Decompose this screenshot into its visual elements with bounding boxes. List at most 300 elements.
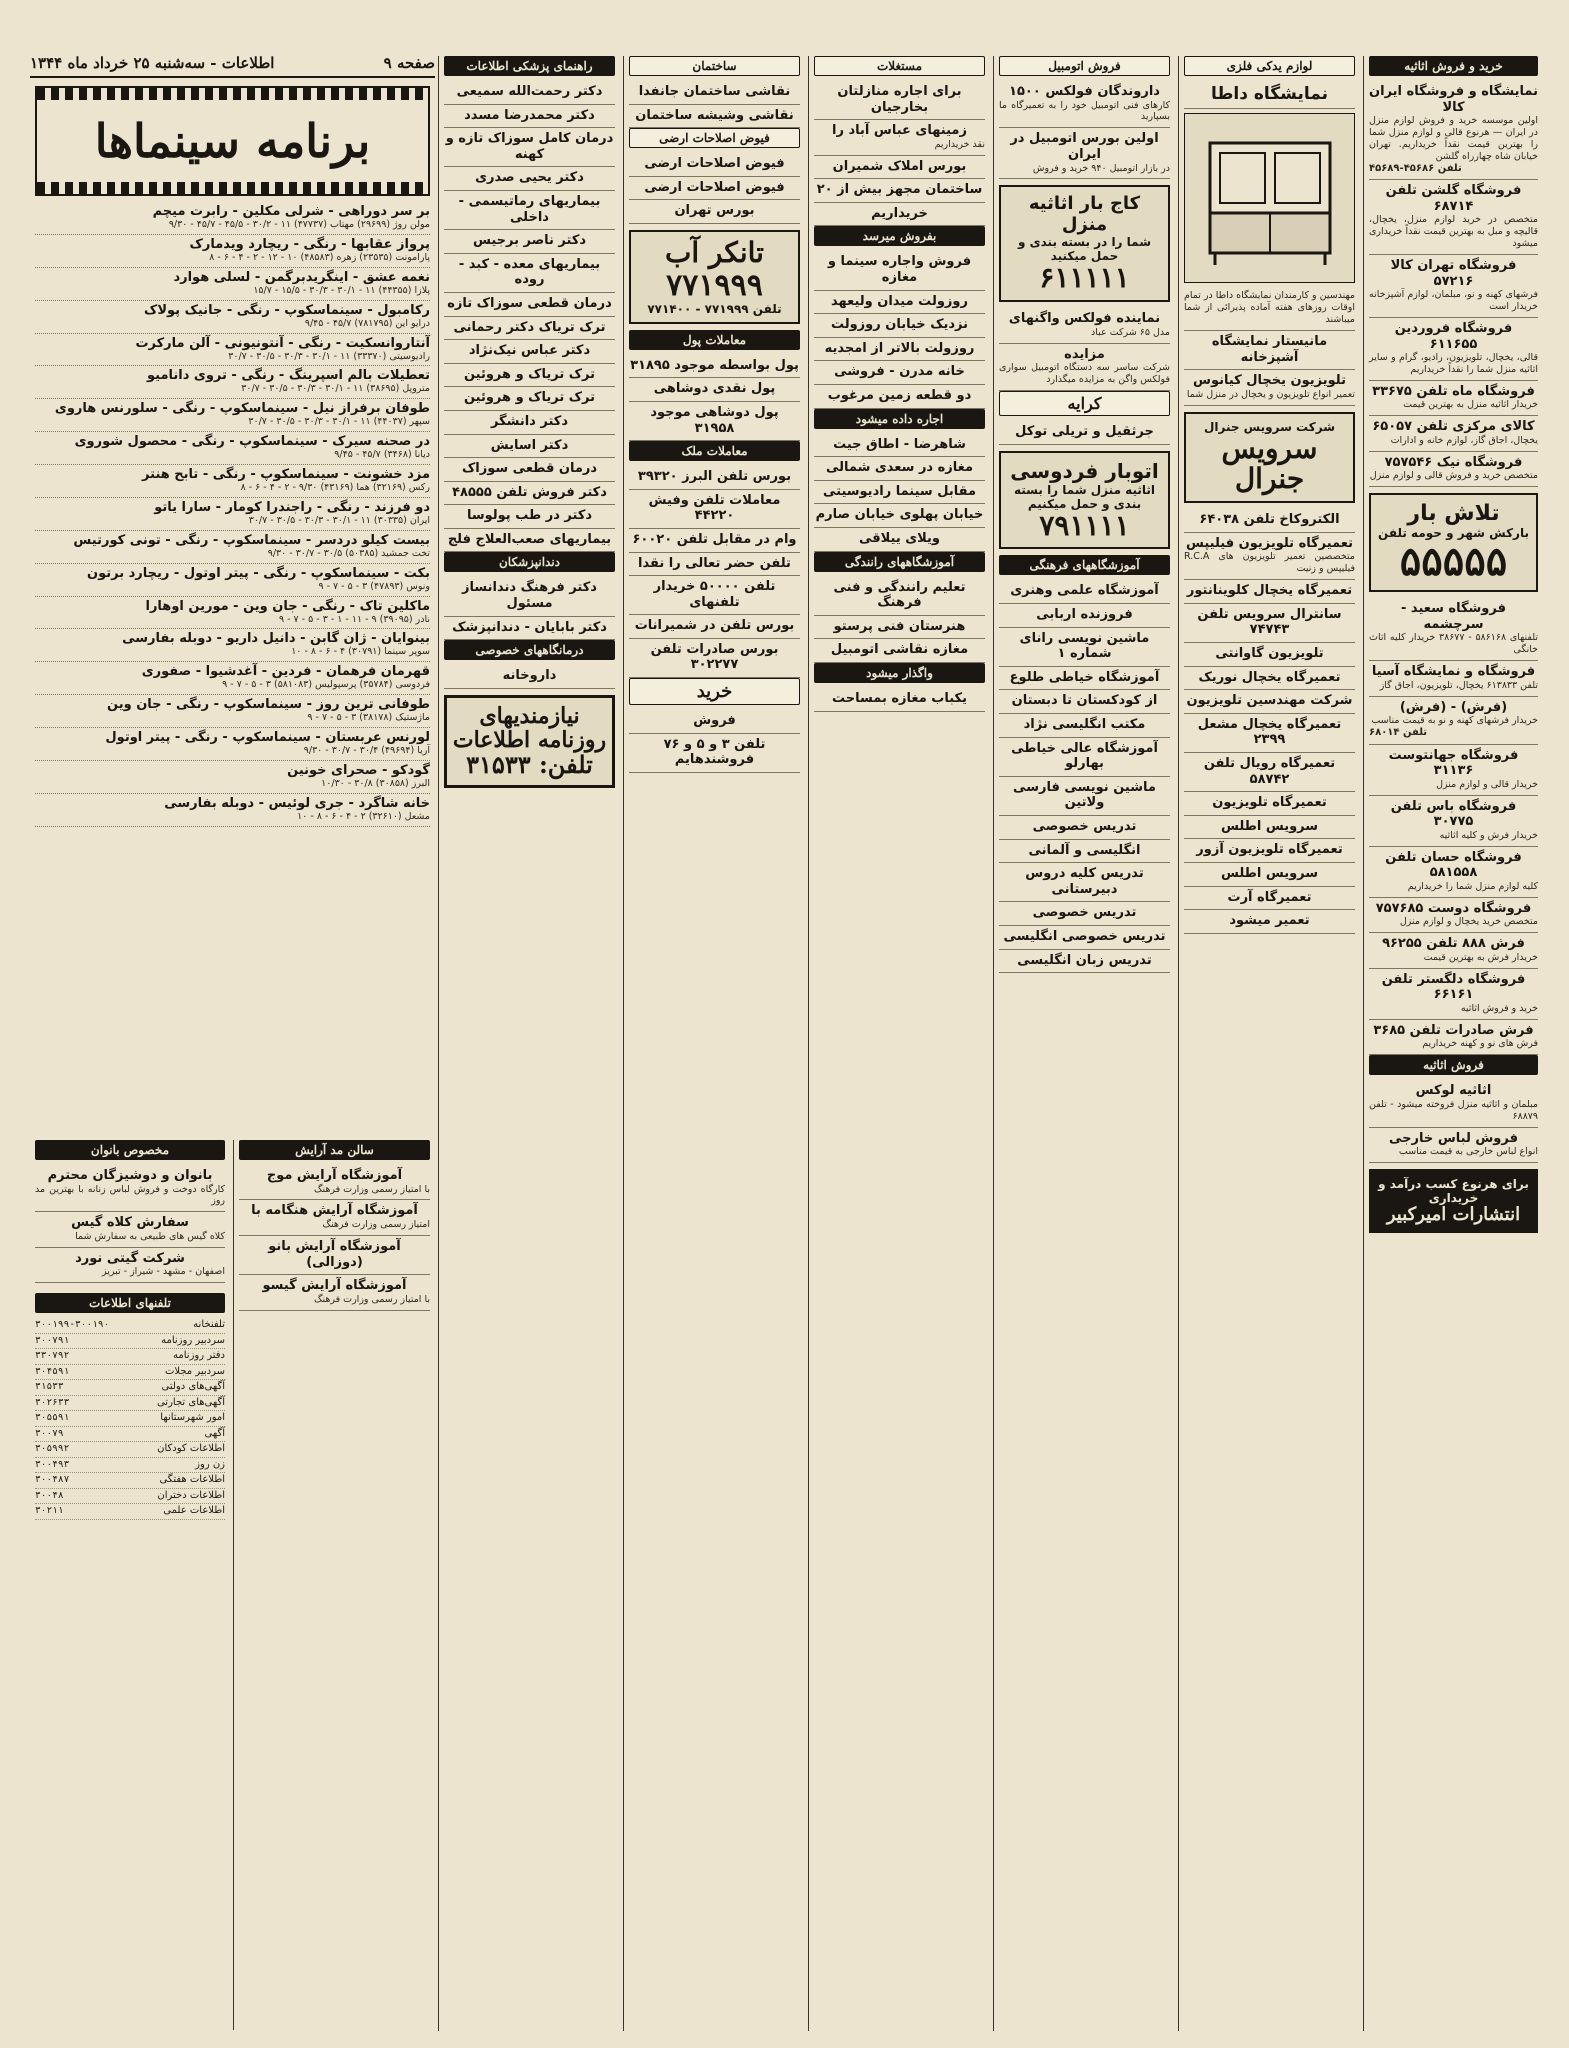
issue-date: اطلاعات - سه‌شنبه ۲۵ خرداد ماه ۱۳۴۴ <box>30 54 275 72</box>
ad-text: امتیاز رسمی وزارت فرهنگ <box>322 1219 430 1231</box>
ad-title: دکتر فروش تلفن ۴۸۵۵۵ <box>452 484 607 500</box>
ad-text: تلفنهای ۵۸۶۱۶۸ - ۳۸۶۷۷ خریدار کلیه اثاث خانگی <box>1369 632 1538 656</box>
classified-ad <box>1369 1020 1538 1055</box>
ad-title: تدریس خصوصی انگلیسی <box>1003 928 1166 944</box>
classified-ad <box>814 434 985 458</box>
ad-title: نمایشگاه و فروشگاه ایران کالا <box>1369 84 1538 115</box>
directory-number: ۳۰۰۷۹ <box>35 1427 64 1439</box>
ad-title: درمان کامل سوزاک تازه و کهنه <box>445 131 614 162</box>
film-showtimes: رکس (۳۲۱۶۹) هما (۴۳۱۶۹) ۹/۳۰ - ۲ - ۴ - ۶ - ۸ <box>240 482 430 493</box>
ad-title: فروشگاه دلگستر تلفن ۶۶۱۶۱ <box>1381 971 1526 1003</box>
ad-title: فروش واجاره سینما و مغازه <box>827 254 972 286</box>
classified-ad <box>814 577 985 616</box>
ad-text: اولین موسسه خرید و فروش لوازم منزل در ایران — هرنوع قالی و لوازم منزل شما را بهترین قیمت نقداً خریداریم. تهران خیابان شاه چهارراه گلشن <box>1369 115 1538 162</box>
film-listing <box>35 531 430 564</box>
ad-text: کلاه گیس های طبیعی به سفارش شما <box>75 1230 225 1242</box>
ad-title: فرش صادرات تلفن ۳۶۸۵ <box>1373 1022 1534 1038</box>
section-banner: مستغلات <box>814 56 985 76</box>
classified-ad <box>1184 604 1355 643</box>
ad-title: دکتر فرهنگ دندانساز مسئول <box>462 580 597 612</box>
classified-ad <box>629 378 800 402</box>
film-showtimes: مشعل (۳۲۶۱۰) ۲ - ۴ - ۶ - ۸ - ۱۰ <box>297 810 430 822</box>
classified-ad <box>1369 898 1538 933</box>
classified-ad <box>999 840 1170 864</box>
directory-row <box>35 1365 225 1381</box>
film-listing <box>35 695 430 728</box>
directory-number: ۳۰۵۵۹۱ <box>35 1412 70 1424</box>
ad-title: تدریس خصوصی <box>1032 818 1137 834</box>
ad-title: درمان قطعی سوزاک تازه <box>447 295 612 311</box>
film-title: خانه شاگرد - جری لوئیس - دوبله بفارسی <box>164 795 430 811</box>
ad-title: سفارش کلاه گیس <box>71 1215 189 1231</box>
ad-title: نقاشی ساختمان جانفدا <box>638 84 791 99</box>
ad-text: قالی، یخچال، تلویزیون، رادیو، گرام و سایر اثاثیه منزل شما را نقداً خریداریم <box>1369 352 1538 375</box>
ad-title: فرش ۸۸۸ تلفن ۹۶۲۵۵ <box>1382 936 1525 952</box>
ad-title: تلفن ۵۰۰۰۰ خریدار تلفنهای <box>653 579 776 610</box>
ad-title: ترک تریاک دکتر رحمانی <box>453 319 606 335</box>
ad-title: فروشگاه جهانتوست ۳۱۱۳۶ <box>1388 747 1519 779</box>
film-title: قهرمان فرهمان - فردین - آغدشیوا - صفوری <box>141 664 430 680</box>
ad-title: از کودکستان تا دبستان <box>1011 693 1158 709</box>
section-banner: آموزشگاههای فرهنگی <box>999 555 1170 575</box>
ad-title: تدریس خصوصی <box>1032 905 1137 921</box>
classified-ad <box>629 402 800 441</box>
classified-ad <box>444 505 615 529</box>
directory-number: ۳۰۰۴۹۳ <box>35 1458 70 1470</box>
classified-ad <box>999 580 1170 604</box>
section-banner: فروش اثاثیه <box>1369 1055 1538 1075</box>
ad-title: بورس تلفن البرز ۳۹۳۲۰ <box>637 469 792 485</box>
ad-title: فروشگاه ماه تلفن ۳۳۶۷۵ <box>1372 383 1535 399</box>
box-ad-talash: تلاش بار بارکش شهر و حومه تلفن ۵۵۵۵۵ <box>1369 493 1538 592</box>
film-title: طوفانی ترین روز - سینماسکوپ - رنگی - جان وین <box>107 697 430 713</box>
ad-text: نقد خریداریم <box>934 138 985 150</box>
classified-ad <box>814 616 985 640</box>
ad-text: کارگاه دوخت و فروش لباس زنانه با بهترین مد روز <box>35 1183 225 1207</box>
ad-title: تعلیم رانندگی و فنی فرهنگ <box>833 579 966 611</box>
section-banner: لوازم یدکی فلزی <box>1184 56 1355 76</box>
classified-ad <box>999 421 1170 445</box>
film-title: ماکلین تاک - رنگی - جان وین - مورین اوهارا <box>145 598 430 614</box>
directory-row <box>35 1458 225 1474</box>
section-banner: بفروش میرسد <box>814 226 985 246</box>
ad-title: سرویس اطلس <box>1220 865 1319 881</box>
ad-title: وام در مقابل تلفن ۶۰۰۲۰ <box>632 531 797 547</box>
classified-ad <box>1184 714 1355 753</box>
directory-number: ۳۰۰۱۹۹-۳۰۰۱۹۰ <box>35 1319 110 1331</box>
ad-title: داروخانه <box>502 668 557 684</box>
ad-title: مزایده <box>1064 346 1105 362</box>
classified-ad <box>1184 533 1355 580</box>
classified-ad <box>1369 318 1538 381</box>
ad-title: زمینهای عباس آباد را <box>832 123 967 139</box>
film-listing <box>35 564 430 597</box>
box-ad-kaj-bar: کاج بار اثاثیه منزل شما را در بسته بندی و حمل میکنید ۶۱۱۱۱۱ <box>999 185 1170 302</box>
ad-title: آموزشگاه عالی خیاطی بهارلو <box>1011 740 1158 772</box>
film-listing <box>35 662 430 695</box>
directory-row <box>35 1442 225 1458</box>
classified-ad <box>629 153 800 177</box>
classified-ad <box>814 481 985 505</box>
ad-title: بورس تلفن در شمیرانات <box>634 618 795 634</box>
ad-title: ماشین نویسی رانای شماره ۱ <box>1019 630 1150 662</box>
film-listing <box>35 235 430 268</box>
ad-title: پول نقدی دوشاهی <box>653 381 776 397</box>
classified-ad <box>1184 509 1355 533</box>
ad-text: متخصص در خرید لوازم منزل، یخچال، قالیچه و مبل به بهترین قیمت نقداً خریداری میشود <box>1369 214 1538 250</box>
ad-title: تعمیرگاه یخچال مشعل ۲۳۹۹ <box>1197 716 1342 748</box>
box-ad-ferdowsi: اتوبار فردوسی اثاثیه منزل شما را بسته بندی و حمل میکنیم ۷۹۱۱۱۱ <box>999 451 1170 550</box>
classified-ad <box>239 1165 430 1200</box>
directory-number: ۳۰۰۷۹۱ <box>35 1334 70 1346</box>
ad-text: خریدار فرش به بهترین قیمت <box>1423 951 1538 963</box>
ad-text: خریدار فرشهای کهنه و نو به قیمت مناسب <box>1371 715 1538 727</box>
ad-text: یخچال، اجاق گاز، لوازم خانه و ادارات <box>1390 434 1538 446</box>
page-number: صفحه ۹ <box>383 54 435 72</box>
film-listing <box>35 761 430 794</box>
classified-ad <box>1369 796 1538 847</box>
classified-ad <box>1369 745 1538 796</box>
classified-ad <box>444 577 615 616</box>
column-cinema <box>30 86 435 1126</box>
ad-title: یکباب مغازه بمساحت <box>831 690 967 706</box>
classified-ad <box>444 191 615 230</box>
ad-text: فرشهای کهنه و نو، مبلمان، لوازم آشپزخانه خریدار است <box>1369 289 1538 313</box>
directory-name: آگهی <box>204 1427 225 1439</box>
directory-number: ۳۰۴۵۹۱ <box>35 1365 70 1377</box>
ad-title: شرکت گیتی نورد <box>75 1250 185 1266</box>
film-showtimes: پارامونت (۲۳۵۳۵) زهره (۴۸۵۸۳) ۱۰ - ۱۲ - ۲ - ۴ - ۶ - ۸ <box>209 251 430 263</box>
ad-title: فروشگاه گلشن تلفن ۶۸۷۱۴ <box>1385 183 1522 214</box>
ad-title: معاملات تلفن وفیش ۴۴۲۲۰ <box>648 492 781 524</box>
ad-title: مقابل سینما رادیوسیتی <box>822 483 976 499</box>
section-banner: درمانگاههای خصوصی <box>444 640 615 660</box>
classified-ad <box>444 317 615 341</box>
classified-ad <box>814 361 985 385</box>
film-showtimes: ونوس (۴۷۸۹۳) ۳ - ۵ - ۷ - ۹ <box>318 580 430 592</box>
classified-ad <box>629 734 800 773</box>
section-banner: اجاره داده میشود <box>814 409 985 429</box>
directory-name: سردبیر مجلات <box>164 1365 225 1377</box>
ad-title: نماینده فولکس واگنهای <box>1008 311 1161 327</box>
ad-title: تدریس زبان انگلیسی <box>1017 952 1152 968</box>
directory-name: تلفنخانه <box>193 1319 225 1331</box>
ad-title: جرثقیل و تریلی توکل <box>1015 424 1154 440</box>
ad-title: دکتر یحیی صدری <box>475 170 584 186</box>
film-showtimes: نادر (۳۹۰۹۵) ۹ - ۱۱ - ۱ - ۳ - ۵ - ۷ - ۹ <box>278 613 430 625</box>
ad-text: متخصصین تعمیر تلویزیون های R.C.A فیلیپس و زنیت <box>1184 551 1355 575</box>
ad-title: بورس املاک شمیران <box>832 158 967 174</box>
ad-text: اصفهان - مشهد - شیراز - تبریز <box>101 1266 225 1278</box>
film-listing <box>35 202 430 235</box>
section-banner: ساختمان <box>629 56 800 76</box>
ad-title: دکتر اسایش <box>490 437 569 453</box>
directory-row <box>35 1473 225 1489</box>
masthead <box>30 50 435 78</box>
film-showtimes: تخت جمشید (۵۰۳۸۵) ۳۰/۵ - ۳۰/۷ - ۹/۳۰ <box>267 547 430 559</box>
directory-row <box>35 1334 225 1350</box>
ad-title: خیابان پهلوی خیابان صارم <box>815 507 984 523</box>
classified-ad <box>444 435 615 459</box>
film-showtimes: ایران (۳۰۳۳۵) ۱۱ - ۳۰/۱ - ۳۰/۳ - ۳۰/۵ - ۳۰/۷ <box>248 514 430 526</box>
ad-text: شرکت ساسر سه دستگاه اتومبیل سواری فولکس واگن به مزایده میگذارد <box>999 362 1170 386</box>
ad-title: دکتر محمدرضا مسدد <box>464 107 595 123</box>
section-banner: دندانپزشکان <box>444 552 615 572</box>
classified-ad <box>814 528 985 552</box>
ad-title: پول دوشاهی موجود ۳۱۹۵۸ <box>650 404 779 436</box>
ad-title: آموزشگاه آرایش بانو (دوزالی) <box>268 1238 401 1270</box>
classified-ad <box>999 667 1170 691</box>
ad-title: شرکت مهندسین تلویزیون <box>1186 693 1353 709</box>
directory-number: ۳۰۰۴۸ <box>35 1489 64 1501</box>
film-listing <box>35 301 430 334</box>
ad-title: بورس صادرات تلفن ۳۰۲۲۷۷ <box>650 641 779 673</box>
film-listing <box>35 794 430 827</box>
ad-text: خریدار قالی و لوازم منزل <box>1436 778 1538 790</box>
classified-ad <box>444 293 615 317</box>
classified-ad <box>629 529 800 553</box>
section-banner: فیوض اصلاحات ارضی <box>629 128 800 148</box>
ad-title: الکتروکاخ تلفن ۶۴۰۳۸ <box>1199 512 1340 528</box>
classified-ad <box>35 1212 225 1247</box>
classified-ad <box>814 203 985 227</box>
film-showtimes: رادیوسیتی (۳۳۳۷۰) ۱۱ - ۳۰/۱ - ۳۰/۳ - ۳۰/۵ - ۳۰/۷ <box>228 350 430 362</box>
box-ad-niazmandiha: نیازمندیهای روزنامه اطلاعات تلفن: ۳۱۵۳۳ <box>444 695 615 788</box>
directory-name: آگهی‌های تجارتی <box>156 1396 225 1408</box>
ad-text: متخصص خرید و فروش قالی و لوازم منزل <box>1369 470 1538 482</box>
classified-ad <box>444 665 615 689</box>
ad-title: آموزشگاه آرایش گیسو <box>262 1278 407 1294</box>
ad-title: فروشگاه سعید - سرچشمه <box>1401 601 1506 632</box>
film-title: بیست کیلو دردسر - سینماسکوپ - رنگی - تونی کورتیس <box>73 532 430 548</box>
classified-ad <box>1184 643 1355 667</box>
ad-title: فروشگاه حسان تلفن ۵۸۱۵۵۸ <box>1385 849 1522 881</box>
directory-name: امور شهرستانها <box>160 1412 225 1424</box>
classified-ad <box>444 529 615 553</box>
column-salon <box>233 1140 435 2030</box>
ad-title: مغازه در سعدی شمالی <box>825 460 974 476</box>
film-title: بینوایان - ژان گابن - دانیل داریو - دوبله بفارسی <box>122 631 430 647</box>
section-banner: تلفنهای اطلاعات <box>35 1293 225 1313</box>
classified-ad <box>629 81 800 105</box>
ad-title: فروشگاه باس تلفن ۳۰۷۷۵ <box>1390 798 1517 830</box>
classified-ad <box>1369 416 1538 451</box>
classified-ad <box>999 81 1170 128</box>
film-listing <box>35 597 430 630</box>
ad-title: نزدیک خیابان روزولت <box>830 317 969 333</box>
classified-ad <box>1184 863 1355 887</box>
directory-number: ۳۱۵۳۳ <box>35 1381 64 1393</box>
film-title: تعطیلات بالم اسپرینگ - رنگی - تروی دانامیو <box>146 368 430 384</box>
classified-ad <box>1369 255 1538 318</box>
ad-title: (فرش) - (فرش) <box>1399 699 1508 715</box>
ad-title: نمایشگاه داطا <box>1210 84 1329 104</box>
classified-ad <box>444 458 615 482</box>
classified-ad <box>814 156 985 180</box>
ad-text: در بازار اتومبیل ۹۴۰ خرید و فروش <box>1032 162 1170 174</box>
column-furniture-buy <box>1363 56 1543 2031</box>
ad-title: دو قطعه زمین مرغوب <box>827 388 972 403</box>
ad-title: فروشگاه و نمایشگاه آسیا <box>1371 664 1536 680</box>
ad-title: آموزشگاه آرایش هنگامه با <box>251 1203 418 1219</box>
ad-title: کالای مرکزی تلفن ۶۵۰۵۷ <box>1372 419 1535 435</box>
ad-text: فرش های نو و کهنه خریداریم <box>1422 1038 1538 1050</box>
classified-ad <box>444 254 615 293</box>
ad-title: آموزشگاه آرایش موج <box>266 1168 403 1183</box>
film-title: پرواز عقابها - رنگی - ریچارد ویدمارک <box>189 236 430 252</box>
ad-title: آموزشگاه خیاطی طلوع <box>1009 669 1160 685</box>
classified-ad <box>629 553 800 577</box>
ad-title: درمان قطعی سوزاک <box>461 461 598 477</box>
section-banner: مخصوص بانوان <box>35 1140 225 1160</box>
film-title: بکت - سینماسکوپ - رنگی - پیتر اوتول - ریچارد برتون <box>87 565 430 581</box>
ad-text: کلیه لوازم منزل شما را خریداریم <box>1407 880 1538 892</box>
classified-ad <box>239 1236 430 1275</box>
classified-ad <box>814 314 985 338</box>
classified-ad <box>814 81 985 120</box>
box-ad-general-service: شرکت سرویس جنرال سرویس جنرال <box>1184 412 1355 504</box>
ad-title: روزولت بالاتر از امجدیه <box>824 340 975 356</box>
ad-title: آموزشگاه علمی وهنری <box>1010 583 1159 599</box>
classified-ad <box>1184 690 1355 714</box>
ad-title: فروزنده اربابی <box>1036 607 1133 622</box>
classified-ad <box>444 128 615 167</box>
classified-ad <box>444 167 615 191</box>
classified-ad <box>1184 816 1355 840</box>
classified-ad <box>35 1248 225 1283</box>
classified-ad <box>1369 452 1538 487</box>
classified-ad <box>1184 910 1355 934</box>
ad-title: اثاثیه لوکس <box>1415 1083 1492 1099</box>
classified-ad <box>1369 1128 1538 1163</box>
film-listing <box>35 268 430 301</box>
film-listing <box>35 629 430 662</box>
classified-ad <box>1369 180 1538 255</box>
ad-title: دکتر دانشگر <box>490 413 569 429</box>
film-showtimes: سوپر سینما (۳۰۷۹۱) ۴ - ۶ - ۸ - ۱۰ <box>291 646 430 658</box>
ad-title: هنرستان فنی پرستو <box>833 618 966 634</box>
classified-ad <box>444 81 615 105</box>
classified-ad <box>1184 887 1355 911</box>
section-banner: سالن مد آرایش <box>239 1140 430 1160</box>
classified-ad <box>629 200 800 224</box>
classified-ad <box>1184 580 1355 604</box>
section-banner: فروش اتومبیل <box>999 56 1170 76</box>
classified-ad <box>999 604 1170 628</box>
classified-ad <box>444 387 615 411</box>
ad-title: داروندگان فولکس ۱۵۰۰ <box>1009 84 1160 99</box>
box-ad-water-tanker: تانکر آب ۷۷۱۹۹۹ تلفن ۷۷۱۹۹۹ - ۷۷۱۴۰۰ <box>629 230 800 324</box>
classified-ad <box>1369 598 1538 661</box>
classified-ad <box>999 926 1170 950</box>
classified-ad <box>1369 933 1538 968</box>
ad-title: بیماریهای صعب‌العلاج فلج <box>447 531 612 547</box>
directory-name: سردبیر روزنامه <box>161 1334 225 1346</box>
film-title: در صحنه سیرک - سینماسکوپ - رنگی - محصول شوروی <box>74 434 430 450</box>
section-banner: آموزشگاههای رانندگی <box>814 552 985 572</box>
classified-ad <box>999 738 1170 777</box>
film-showtimes: ماژستیک (۳۸۱۷۸) ۳ - ۵ - ۷ - ۹ <box>307 712 430 724</box>
classified-ad <box>999 690 1170 714</box>
film-title: رکامبول - سینماسکوپ - رنگی - جانیک پولاک <box>144 302 430 318</box>
cinema-header: برنامه سینماها <box>35 86 430 196</box>
ad-title: تعمیرگاه تلویزیون آزور <box>1196 842 1343 858</box>
classified-ad <box>814 291 985 315</box>
section-banner: معاملات پول <box>629 330 800 350</box>
classified-ad <box>999 902 1170 926</box>
classified-ad <box>999 950 1170 974</box>
classified-ad <box>629 710 800 734</box>
ad-title: پول بواسطه موجود ۳۱۸۹۵ <box>630 357 799 373</box>
directory-number: ۳۰۲۱۱ <box>35 1505 64 1517</box>
ad-title: تلویزیون گاوانتی <box>1215 645 1324 661</box>
ad-phone: تلفن ۶۸۰۱۴ <box>1369 727 1428 739</box>
ad-title: تدریس کلیه دروس دبیرستانی <box>1025 866 1144 897</box>
directory-name: آگهی‌های دولتی <box>161 1381 225 1393</box>
classified-ad <box>629 615 800 639</box>
directory-name: اطلاعات کودکان <box>157 1443 225 1455</box>
ad-text: مبلمان و اثاثیه منزل فروخته میشود - تلفن ۶۸۸۷۹ <box>1369 1098 1538 1122</box>
classified-ad <box>629 466 800 490</box>
classified-ad <box>35 1165 225 1212</box>
ad-title: دکتر ناصر برجیس <box>472 233 587 249</box>
ad-title: فروشگاه نیک ۷۵۷۵۴۶ <box>1384 454 1523 470</box>
film-title: آنتاروانسکیت - رنگی - آنتونیونی - آلن مارکرت <box>135 335 430 351</box>
ad-title: ویلای ییلاقی <box>859 530 940 546</box>
classified-ad <box>1369 1080 1538 1127</box>
ad-title: ماشین نویسی فارسی ولاتین <box>1013 779 1156 811</box>
column-ladies <box>30 1140 230 2030</box>
film-listing <box>35 399 430 432</box>
classified-ad <box>814 179 985 203</box>
film-listing <box>35 366 430 399</box>
classified-ad <box>1369 847 1538 898</box>
ad-title: ترک تریاک و هروئین <box>463 366 596 382</box>
ad-title: برای اجاره منازلتان بخارجیان <box>837 84 962 115</box>
ad-title: بانوان و دوشیزگان محترم <box>47 1168 213 1183</box>
ad-text: با امتیاز رسمی وزارت فرهنگ <box>313 1293 430 1305</box>
classified-ad <box>814 251 985 290</box>
classified-ad <box>1184 667 1355 691</box>
ad-title: انگلیسی و آلمانی <box>1028 842 1141 858</box>
classified-ad <box>1369 81 1538 180</box>
classified-ad <box>629 490 800 529</box>
column-cars <box>993 56 1175 2031</box>
classified-ad <box>999 628 1170 667</box>
ad-phone: تلفن ۴۵۶۸۶-۴۵۶۸۹ <box>1369 162 1462 174</box>
ad-title: خریداریم <box>871 205 928 221</box>
ad-title: تعمیرگاه رویال تلفن ۵۸۷۴۲ <box>1203 755 1336 787</box>
classified-ad <box>444 105 615 129</box>
directory-row <box>35 1396 225 1412</box>
ad-title: تعمیرگاه یخچال نوریک <box>1198 669 1341 685</box>
box-ad-amirkabir: برای هرنوع کسب درآمد و خریداری انتشارات امیرکبیر <box>1369 1169 1538 1233</box>
ad-text: خریدار فرش و کلیه اثاثیه <box>1439 829 1538 841</box>
ad-title: فیوض اصلاحات ارضی <box>644 179 785 195</box>
section-banner: راهنمای پزشکی اطلاعات <box>444 56 615 76</box>
directory-row <box>35 1411 225 1427</box>
classified-ad <box>239 1200 430 1235</box>
directory-row <box>35 1489 225 1505</box>
ad-title: مغازه نقاشی اتومبیل <box>830 642 969 658</box>
classified-ad <box>999 816 1170 840</box>
classified-ad <box>814 385 985 409</box>
directory-name: اطلاعات دختران <box>157 1489 225 1501</box>
classified-ad <box>1369 697 1538 745</box>
ad-title: تعمیرگاه آرت <box>1227 889 1312 905</box>
section-banner: خرید و فروش اثاثیه <box>1369 56 1538 76</box>
column-building <box>623 56 805 2031</box>
